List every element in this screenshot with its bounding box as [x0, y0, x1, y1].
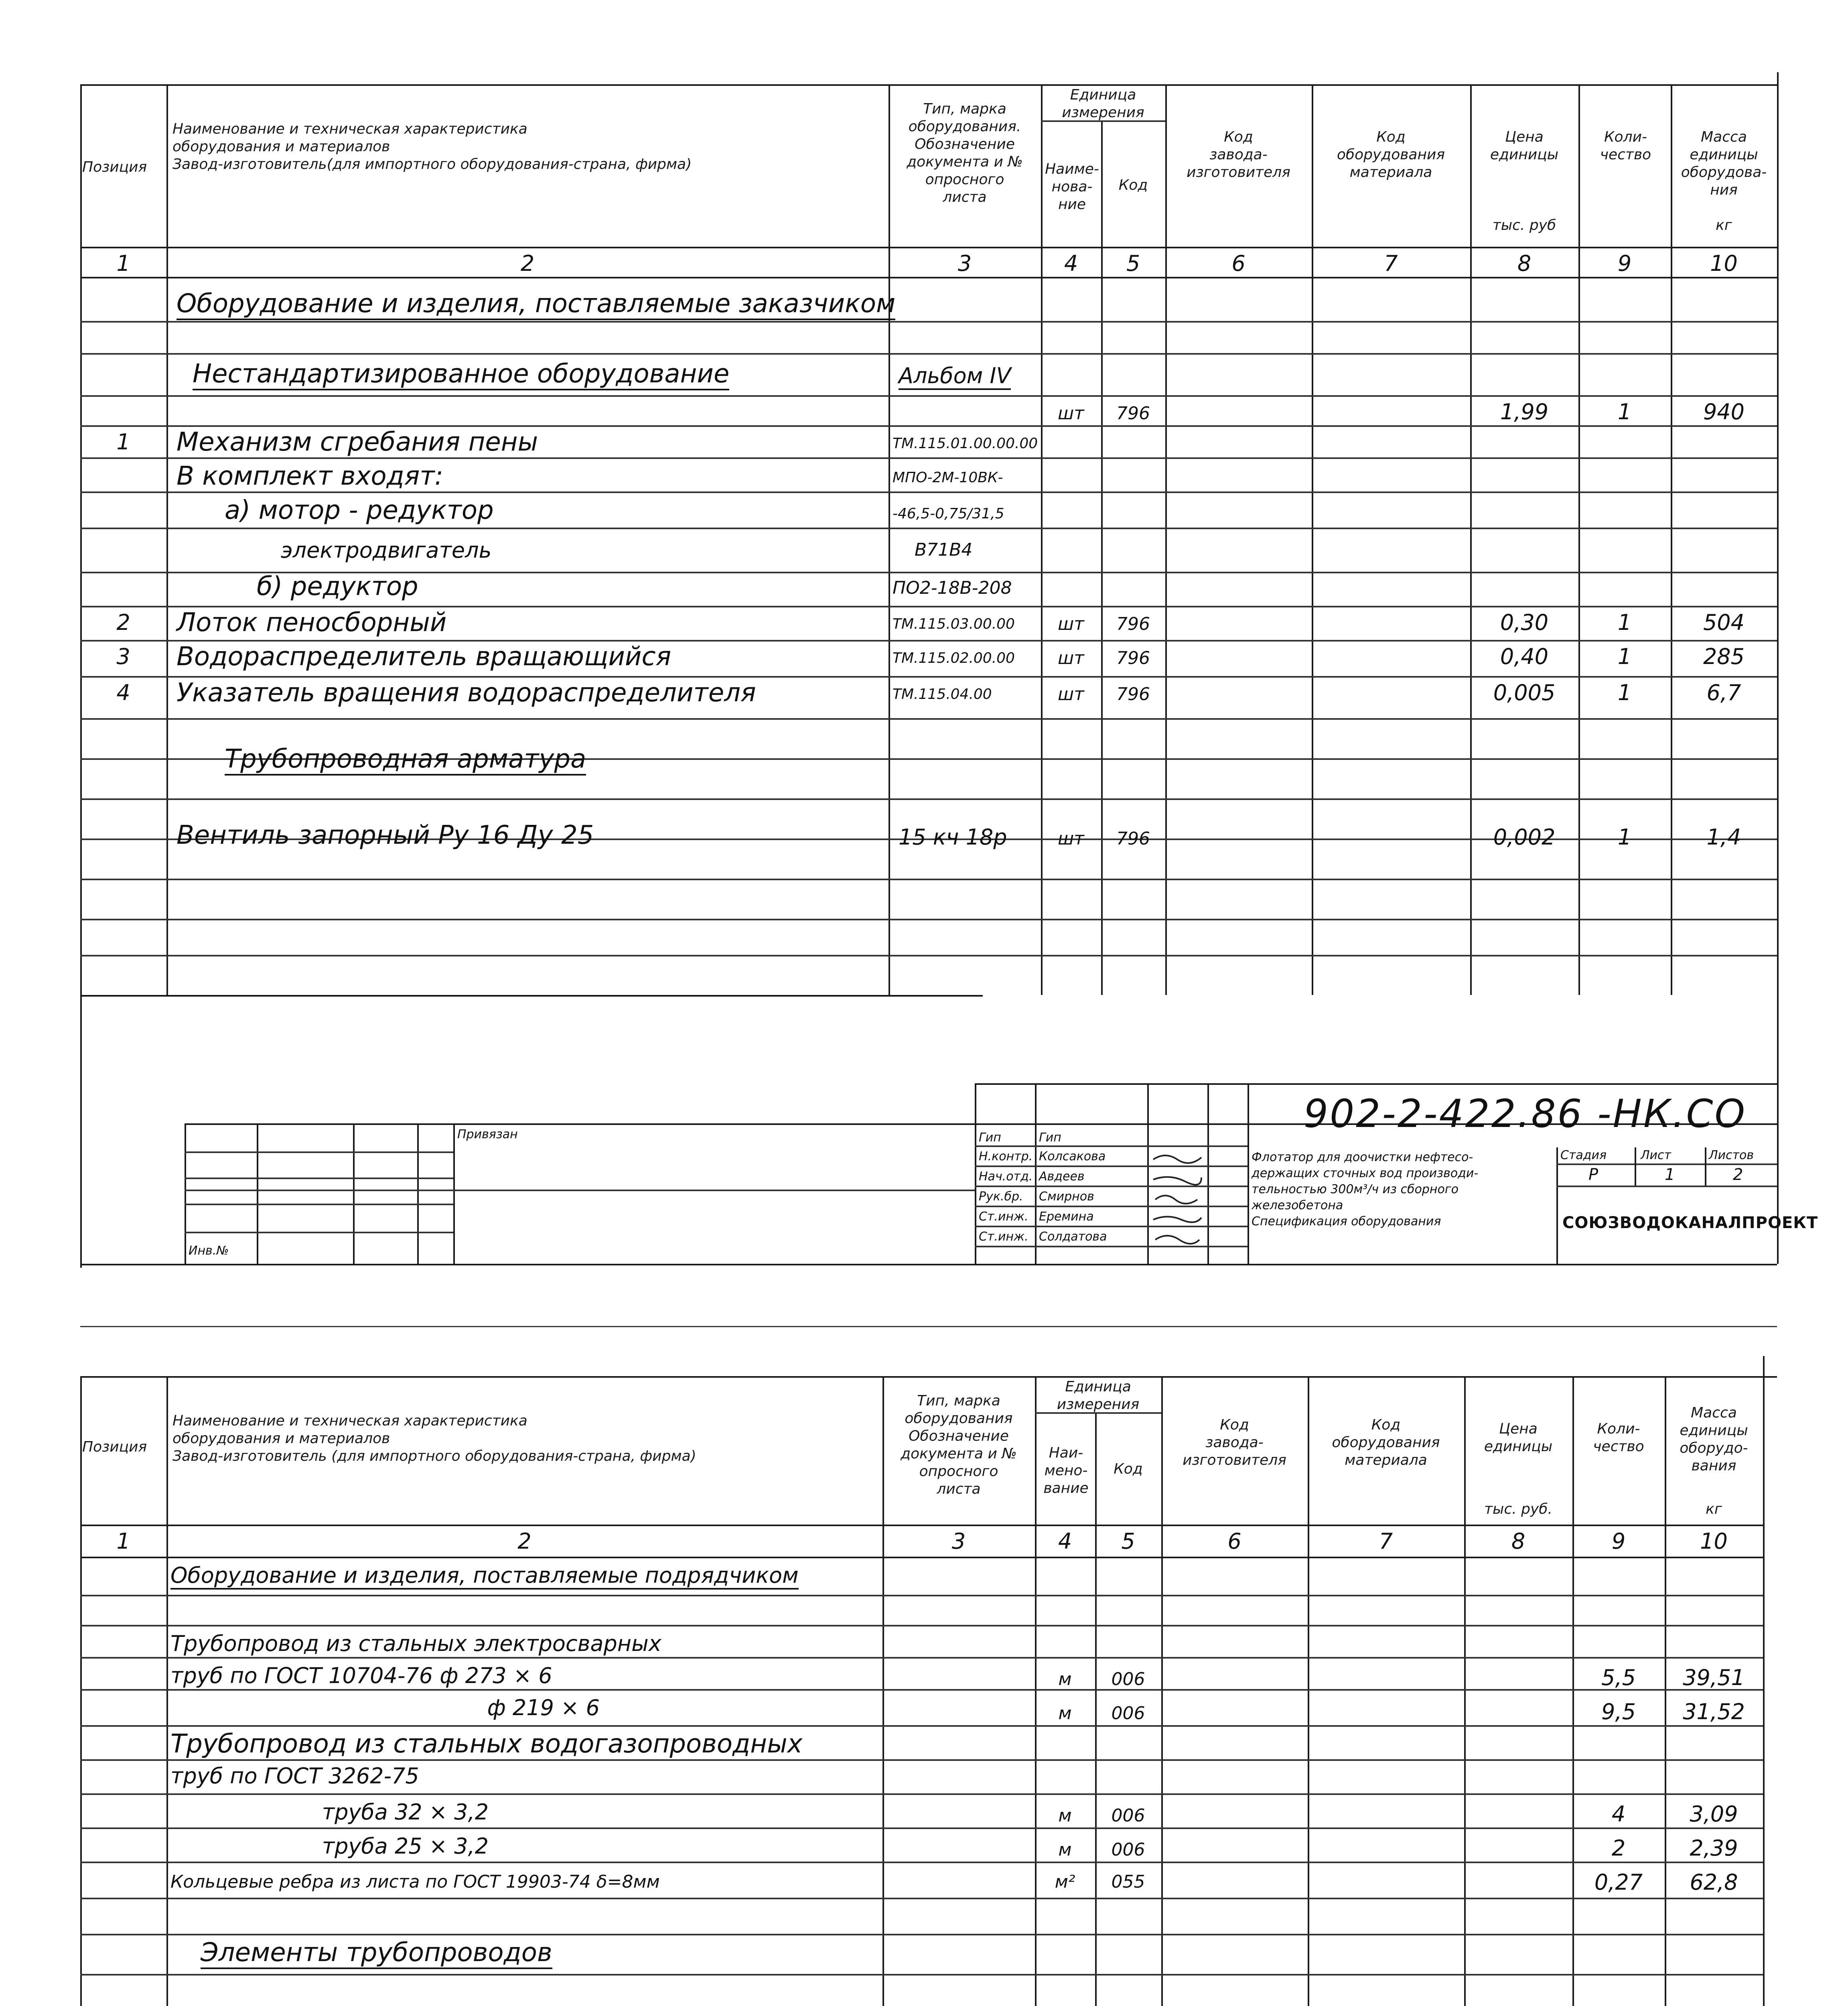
row-type: -46,5-0,75/31,5 — [893, 506, 1004, 522]
row-pos: 4 — [116, 680, 130, 705]
row-name: Вентиль запорный Ру 16 Ду 25 — [176, 820, 594, 850]
header-maker-code: Код завода- изготовителя — [1183, 1417, 1286, 1468]
col-num: 6 — [1227, 1529, 1241, 1554]
row-qty: 1 — [1617, 644, 1632, 669]
header-unit-name: Наиме- нова- ние — [1045, 161, 1099, 213]
row-code: 006 — [1111, 1669, 1145, 1689]
role-label: Ст.инж. — [979, 1230, 1028, 1244]
row-name: труба 32 × 3,2 — [170, 1799, 489, 1825]
col-num: 4 — [1058, 1529, 1072, 1554]
role-label: Ст.инж. — [979, 1210, 1028, 1224]
col-num: 6 — [1231, 251, 1246, 276]
row-unit: шт — [1058, 614, 1084, 634]
row-type: В71В4 — [915, 540, 973, 560]
row-qty: 1 — [1617, 399, 1632, 424]
row-mass: 940 — [1703, 399, 1745, 424]
role-label: Гип — [979, 1131, 1001, 1145]
row-qty: 1 — [1617, 610, 1632, 635]
row-name: а) мотор - редуктор — [225, 495, 494, 525]
col-num: 10 — [1710, 251, 1738, 276]
col-num: 5 — [1126, 251, 1140, 276]
person-name: Гип — [1039, 1131, 1061, 1145]
row-pos: 1 — [116, 429, 130, 455]
row-qty: 4 — [1611, 1801, 1626, 1827]
row-name: б) редуктор — [257, 572, 418, 601]
header-unit-code: Код — [1118, 177, 1148, 193]
person-name: Смирнов — [1039, 1190, 1094, 1204]
row-mass: 39,51 — [1683, 1665, 1745, 1690]
header-unit-group: Единица измерения — [1057, 1379, 1140, 1413]
header-price-unit: тыс. руб. — [1484, 1501, 1552, 1517]
row-price: 0,30 — [1500, 610, 1549, 635]
row-unit: шт — [1058, 648, 1084, 668]
stage-label: Стадия — [1560, 1148, 1607, 1162]
col-num: 9 — [1617, 251, 1632, 276]
header-unit-code: Код — [1114, 1461, 1143, 1477]
inventory-label: Инв.№ — [189, 1244, 229, 1258]
col-num: 4 — [1064, 251, 1078, 276]
col-num: 2 — [517, 1529, 531, 1554]
row-type: ТМ.115.03.00.00 — [893, 616, 1015, 632]
header-price-unit: тыс. руб — [1492, 217, 1556, 233]
header-qty: Коли- чество — [1593, 1421, 1644, 1455]
section-title: Трубопроводная арматура — [225, 744, 586, 776]
row-pos: 2 — [116, 610, 130, 635]
row-name: В комплект входят: — [176, 461, 444, 491]
row-mass: 31,52 — [1683, 1699, 1745, 1724]
col-num: 2 — [520, 251, 535, 276]
row-unit: м — [1058, 1805, 1072, 1826]
header-price: Цена единицы — [1484, 1421, 1553, 1455]
row-qty: 1 — [1617, 824, 1632, 850]
row-price: 0,005 — [1493, 680, 1556, 705]
col-num: 3 — [957, 251, 972, 276]
header-mass: Масса единицы оборудо- вания — [1680, 1405, 1748, 1474]
sheets-label: Листов — [1709, 1148, 1754, 1162]
bound-label: Привязан — [457, 1127, 518, 1141]
row-name: Кольцевые ребра из листа по ГОСТ 19903-74 δ=8мм — [170, 1872, 660, 1892]
header-price: Цена единицы — [1490, 129, 1559, 163]
row-price: 0,40 — [1500, 644, 1549, 669]
header-name: Наименование и техническая характеристика оборудования и материалов Завод-изготовитель (для импортного оборудования-страна, фирма) — [172, 1413, 696, 1464]
row-unit: шт — [1058, 684, 1084, 705]
section-title: Оборудование и изделия, поставляемые подрядчиком — [170, 1563, 799, 1590]
row-unit: шт — [1058, 403, 1084, 424]
row-qty: 1 — [1617, 680, 1632, 705]
header-mass: Масса единицы оборудова- ния — [1681, 129, 1767, 198]
role-label: Рук.бр. — [979, 1190, 1023, 1204]
header-maker-code: Код завода- изготовителя — [1187, 129, 1290, 181]
row-unit: м² — [1055, 1872, 1075, 1892]
col-num: 10 — [1700, 1529, 1728, 1554]
col-num: 7 — [1384, 251, 1398, 276]
row-mass: 285 — [1703, 644, 1745, 669]
row-unit: шт — [1058, 828, 1084, 849]
col-num: 5 — [1121, 1529, 1135, 1554]
header-equip-code: Код оборудования материала — [1332, 1417, 1440, 1468]
row-code: 796 — [1116, 614, 1150, 634]
sheet-value: 1 — [1665, 1165, 1675, 1184]
header-unit-group: Единица измерения — [1062, 87, 1144, 121]
header-type: Тип, марка оборудования Обозначение документа и № опросного листа — [901, 1393, 1017, 1497]
header-unit-name: Наи- мено- вание — [1043, 1445, 1089, 1496]
col-num: 7 — [1379, 1529, 1393, 1554]
col-num: 8 — [1511, 1529, 1525, 1554]
row-name: Трубопровод из стальных водогазопроводных — [170, 1729, 803, 1759]
header-type: Тип, марка оборудования. Обозначение документа и № опросного листа — [907, 101, 1023, 205]
row-mass: 504 — [1703, 610, 1745, 635]
row-unit: м — [1058, 1669, 1072, 1689]
row-type: ТМ.115.01.00.00.00 — [893, 435, 1038, 452]
row-price: 1,99 — [1500, 399, 1549, 424]
person-name: Солдатова — [1039, 1230, 1107, 1244]
header-mass-unit: кг — [1706, 1501, 1722, 1517]
drawing-title: Флотатор для доочистки нефтесо- держащих сточных вод производи- тельностью 300м³/ч из сборного железобетона Спецификация оборудования — [1252, 1150, 1479, 1228]
row-mass: 6,7 — [1706, 680, 1741, 705]
header-position: Позиция — [82, 1439, 147, 1455]
header-equip-code: Код оборудования материала — [1337, 129, 1445, 181]
role-label: Н.контр. — [979, 1149, 1033, 1163]
section-title: Нестандартизированное оборудование — [193, 359, 729, 390]
sheets-value: 2 — [1733, 1165, 1743, 1184]
header-position: Позиция — [82, 159, 147, 175]
row-unit: м — [1058, 1840, 1072, 1860]
row-name: Механизм сгребания пены — [176, 427, 538, 457]
row-name: ф 219 × 6 — [170, 1695, 600, 1720]
col-num: 3 — [951, 1529, 966, 1554]
row-unit: м — [1058, 1703, 1072, 1724]
sheet-label: Лист — [1641, 1148, 1672, 1162]
person-name: Авдеев — [1039, 1169, 1085, 1184]
signatures — [1149, 1147, 1205, 1264]
row-type: ТМ.115.02.00.00 — [893, 650, 1015, 666]
col-num: 1 — [116, 1529, 130, 1554]
row-qty: 9,5 — [1601, 1699, 1636, 1724]
header-mass-unit: кг — [1716, 217, 1732, 233]
row-qty: 2 — [1611, 1835, 1626, 1861]
row-code: 006 — [1111, 1703, 1145, 1724]
row-name: Лоток пеносборный — [176, 608, 447, 638]
row-name: Указатель вращения водораспределителя — [176, 678, 756, 708]
row-name: электродвигатель — [281, 538, 492, 563]
row-name: Трубопровод из стальных электросварных — [170, 1631, 661, 1656]
organization: СОЮЗВОДОКАНАЛПРОЕКТ — [1562, 1214, 1818, 1232]
row-type: МПО-2М-10ВК- — [893, 469, 1003, 486]
header-name: Наименование и техническая характеристика оборудования и материалов Завод-изготовитель(для импортного оборудования-страна, фирма) — [172, 121, 692, 173]
person-name: Еремина — [1039, 1210, 1094, 1224]
row-code: 006 — [1111, 1805, 1145, 1826]
person-name: Колсакова — [1039, 1149, 1106, 1163]
row-qty: 5,5 — [1601, 1665, 1636, 1690]
col-num: 9 — [1611, 1529, 1626, 1554]
col-num: 1 — [116, 251, 130, 276]
document-code: 902-2-422.86 -НК.СО — [1304, 1091, 1747, 1136]
row-price: 0,002 — [1493, 824, 1556, 850]
row-mass: 2,39 — [1690, 1835, 1738, 1861]
row-mass: 3,09 — [1690, 1801, 1738, 1827]
row-code: 796 — [1116, 403, 1150, 424]
row-type: Альбом IV — [899, 363, 1011, 390]
row-pos: 3 — [116, 644, 130, 669]
row-code: 796 — [1116, 648, 1150, 668]
row-code: 796 — [1116, 684, 1150, 705]
col-num: 8 — [1517, 251, 1532, 276]
row-code: 796 — [1116, 828, 1150, 849]
row-code: 055 — [1111, 1872, 1145, 1892]
row-name: Водораспределитель вращающийся — [176, 642, 671, 672]
header-qty: Коли- чество — [1600, 129, 1651, 163]
stage-value: Р — [1588, 1165, 1598, 1184]
row-mass: 62,8 — [1690, 1870, 1738, 1895]
section-title: Элементы трубопроводов — [201, 1938, 552, 1969]
row-qty: 0,27 — [1594, 1870, 1643, 1895]
row-type: ТМ.115.04.00 — [893, 686, 992, 703]
row-type: ПО2-18В-208 — [893, 578, 1012, 598]
role-label: Нач.отд. — [979, 1169, 1033, 1184]
row-name: труба 25 × 3,2 — [170, 1833, 489, 1859]
section-title: Оборудование и изделия, поставляемые заказчиком — [176, 289, 895, 320]
row-mass: 1,4 — [1706, 824, 1741, 850]
row-code: 006 — [1111, 1840, 1145, 1860]
row-name: труб по ГОСТ 10704-76 ф 273 × 6 — [170, 1663, 552, 1688]
row-type: 15 кч 18р — [899, 824, 1007, 850]
row-name: труб по ГОСТ 3262-75 — [170, 1763, 419, 1789]
